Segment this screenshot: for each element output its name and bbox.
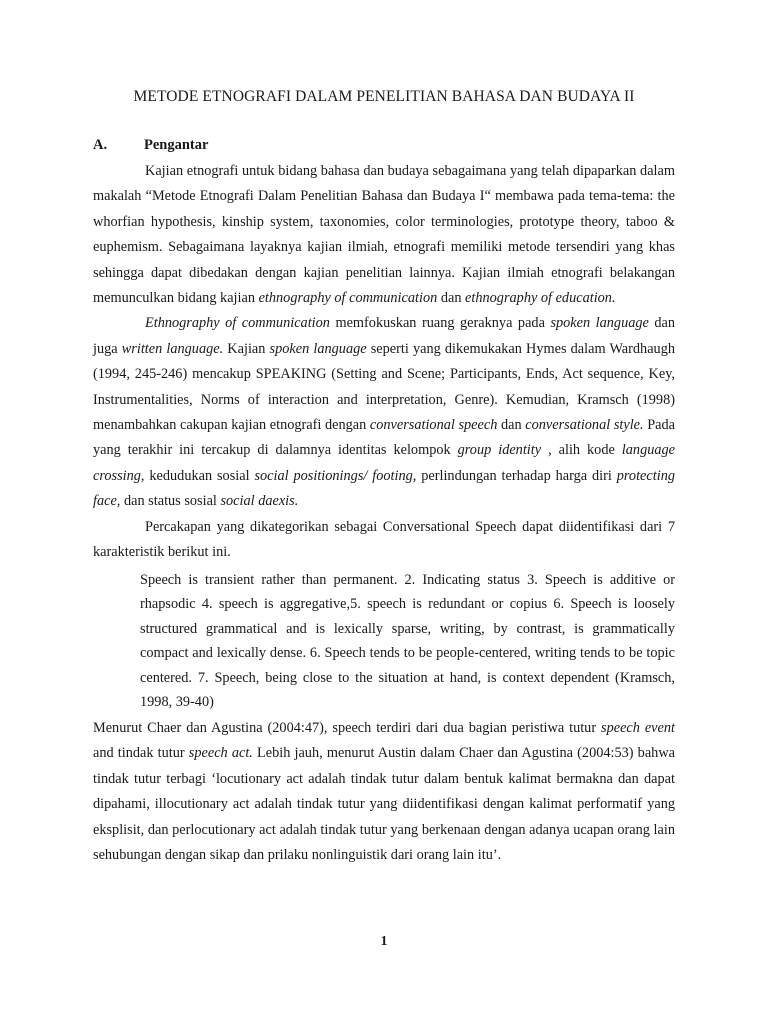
italic-term: group identity: [457, 442, 542, 459]
italic-term: ethnography of communication: [258, 290, 438, 307]
text-run: Menurut Chaer dan Agustina (2004:47), speech terdiri dari dua bagian peristiwa tutur: [93, 720, 602, 737]
text-run: Lebih jauh, menurut Austin dalam Chaer dan Agustina (2004:53) bahwa tindak tutur terbagi ‘locutionary act adalah tindak tutur dalam bentuk kalimat bermakna dan dapat dipahami, illocutionary act adalah tindak tutur yang diidentifikasi dengan kalimat performatif yang eksplisit, dan perlocutionary act adalah tindak tutur yang berkenaan dengan adanya ucapan orang lain sehubungan dengan sikap dan prilaku nonlinguistik dari orang lain itu’.: [93, 745, 675, 864]
text-run: and tindak tutur: [93, 745, 189, 762]
section-title: Pengantar: [144, 137, 209, 153]
paragraph-2: [93, 311, 675, 514]
text-run: Kajian: [223, 340, 270, 357]
text-run: dan: [437, 290, 466, 307]
text-run: memfokuskan ruang geraknya pada: [329, 315, 551, 332]
text-run: Kajian etnografi untuk bidang bahasa dan budaya sebagaimana yang telah dipaparkan dalam makalah “Metode Etnografi Dalam Penelitian Bahasa dan Budaya I“ membawa pada tema-tema: the whorfian hypothesis, kinship system, taxonomies, color terminologies, prototype theory, taboo & euphemism. Sebagaimana layaknya kajian ilmiah, etnografi memiliki metode tersendiri yang khas sehingga dapat dibedakan dengan kajian penelitian lainnya. Kajian ilmiah etnografi belakangan memunculkan bidang kajian: [93, 163, 675, 307]
text-run: dan status sosial: [120, 493, 221, 510]
text-run: , alih kode: [541, 442, 622, 459]
italic-term: spoken language: [269, 340, 367, 357]
paragraph-3: Percakapan yang dikategorikan sebagai Conversational Speech dapat diidentifikasi dari 7 karakteristik berikut ini.: [93, 518, 675, 561]
italic-term: social positionings/ footing,: [254, 467, 417, 484]
text-run: seperti yang dikemukakan Hymes dalam Wardhaugh (1994, 245-246) mencakup SPEAKING (Setting and Scene; Participants, Ends, Act sequence, Key, Instrumentalities, Norms of interaction and interpretation, Genre). Kemudian, Kramsch (1998) menambahkan cakupan kajian etnografi dengan: [93, 340, 675, 434]
italic-term: language crossing,: [93, 442, 676, 484]
block-quote: Speech is transient rather than permanent. 2. Indicating status 3. Speech is additive or rhapsodic 4. speech is aggregative,5. speech is redundant or copius 6. Speech is loosely structured grammatical and is lexically sparse, writing, by contrast, is grammatically compact and lexically dense. 6. Speech tends to be people-centered, writing tends to be topic centered. 7. Speech, being close to the situation at hand, is context dependent (Kramsch, 1998, 39-40): [140, 571, 675, 711]
italic-term: protecting face,: [93, 467, 675, 510]
section-heading: [93, 137, 208, 154]
italic-term: speech act.: [188, 745, 253, 762]
page-number: 1: [380, 934, 388, 949]
text-run: kedudukan sosial: [144, 467, 255, 484]
text-run: Pada yang terakhir ini tercakup di dalamnya identitas kelompok: [93, 417, 675, 459]
document-title: METODE ETNOGRAFI DALAM PENELITIAN BAHASA DAN BUDAYA II: [133, 88, 635, 105]
text-run: perlindungan terhadap harga diri: [416, 467, 617, 484]
paragraph-1: [93, 159, 675, 311]
italic-term: conversational style.: [525, 417, 644, 434]
italic-term: ethnography of education.: [465, 290, 616, 307]
italic-term: Ethnography of communication: [145, 315, 330, 332]
italic-term: social daexis.: [220, 493, 299, 510]
italic-term: written language.: [121, 340, 224, 357]
document-page: [93, 0, 675, 1024]
text-run: dan: [497, 417, 526, 434]
paragraph-4: [93, 716, 675, 868]
section-number: A.: [93, 137, 108, 153]
italic-term: spoken language: [550, 315, 649, 332]
document-body: [93, 159, 675, 869]
text-run: dan juga: [93, 315, 676, 357]
italic-term: conversational speech: [369, 417, 498, 434]
italic-term: speech event: [601, 720, 675, 737]
